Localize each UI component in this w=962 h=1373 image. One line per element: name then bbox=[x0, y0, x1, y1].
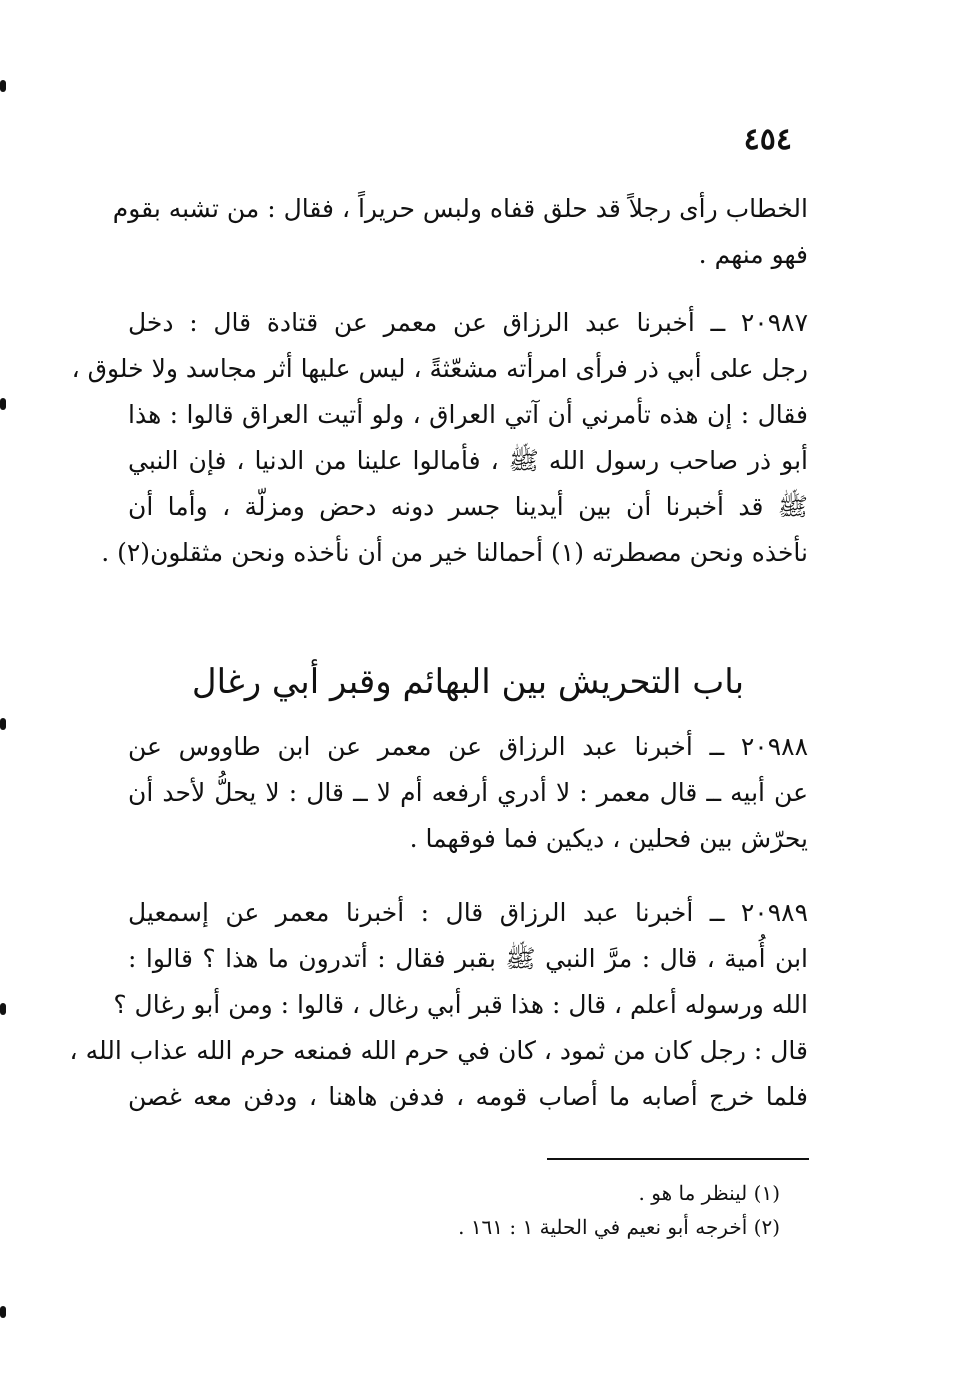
text-line: الخطاب رأى رجلاً قد حلق قفاه ولبس حريراً ، فقال : من تشبه بقوم bbox=[112, 194, 808, 223]
footnote-divider bbox=[547, 1158, 809, 1160]
footnote-2: (٢) أخرجه أبو نعيم في الحلية ١ : ١٦١ . bbox=[458, 1215, 780, 1239]
footnote-1: (١) لينظر ما هو . bbox=[638, 1181, 780, 1205]
text-line: أبو ذر صاحب رسول الله ﷺ ، فأمالوا علينا من الدنيا ، فإن النبي bbox=[128, 446, 808, 475]
paragraph-continuation bbox=[112, 186, 808, 278]
text-line: ٢٠٩٨٧ ــ أخبرنا عبد الرزاق عن معمر عن قتادة قال : دخل bbox=[128, 308, 809, 337]
text-line: يحرّش بين فحلين ، ديكين فما فوقهما . bbox=[409, 824, 808, 853]
text-line: عن أبيه ــ قال معمر : لا أدري أرفعه أم لا ــ قال : لا يحلُّ لأحد أن bbox=[128, 778, 808, 807]
chapter-heading: باب التحريش بين البهائم وقبر أبي رغال bbox=[191, 662, 745, 702]
text-line: فهو منهم . bbox=[698, 240, 808, 269]
page-number: ٤٥٤ bbox=[743, 122, 792, 157]
text-line: نأخذه ونحن مصطرته (١) أحمالنا خير من أن نأخذه ونحن مثقلون(٢) . bbox=[101, 538, 808, 567]
scan-mark bbox=[0, 398, 6, 410]
scan-mark bbox=[0, 80, 6, 92]
scan-mark bbox=[0, 1003, 6, 1015]
scan-mark bbox=[0, 1306, 6, 1318]
text-line: ﷺ قد أخبرنا أن بين أيدينا جسر دونه دحض ومزلّة ، وأما أن bbox=[128, 492, 808, 521]
text-line: فقال : إن هذه تأمرني أن آتي العراق ، ولو أتيت العراق قالوا : هذا bbox=[128, 400, 808, 429]
scan-mark bbox=[0, 718, 6, 730]
hadith-20987 bbox=[71, 300, 809, 576]
text-line: ٢٠٩٨٩ ــ أخبرنا عبد الرزاق قال : أخبرنا معمر عن إسمعيل bbox=[128, 898, 808, 927]
hadith-20989 bbox=[69, 890, 808, 1120]
text-line: رجل على أبي ذر فرأى امرأته مشعّثةً ، ليس عليها أثر مجاسد ولا خلوق ، bbox=[71, 354, 808, 383]
text-line: فلما خرج أصابه ما أصاب قومه ، فدفن هاهنا ، ودفن معه غصن bbox=[128, 1082, 808, 1111]
text-line: الله ورسوله أعلم ، قال : هذا قبر أبي رغال ، قالوا : ومن أبو رغال ؟ bbox=[113, 990, 808, 1019]
footnotes bbox=[300, 1176, 780, 1244]
hadith-20988 bbox=[128, 724, 808, 862]
text-line: ٢٠٩٨٨ ــ أخبرنا عبد الرزاق عن معمر عن ابن طاووس عن bbox=[128, 732, 808, 761]
text-line: قال : رجل كان من ثمود ، كان في حرم الله فمنعه حرم الله عذاب الله ، bbox=[69, 1036, 808, 1065]
text-line: ابن أُمية ، قال : مرَّ النبي ﷺ بقبر فقال : أتدرون ما هذا ؟ قالوا : bbox=[128, 944, 808, 973]
